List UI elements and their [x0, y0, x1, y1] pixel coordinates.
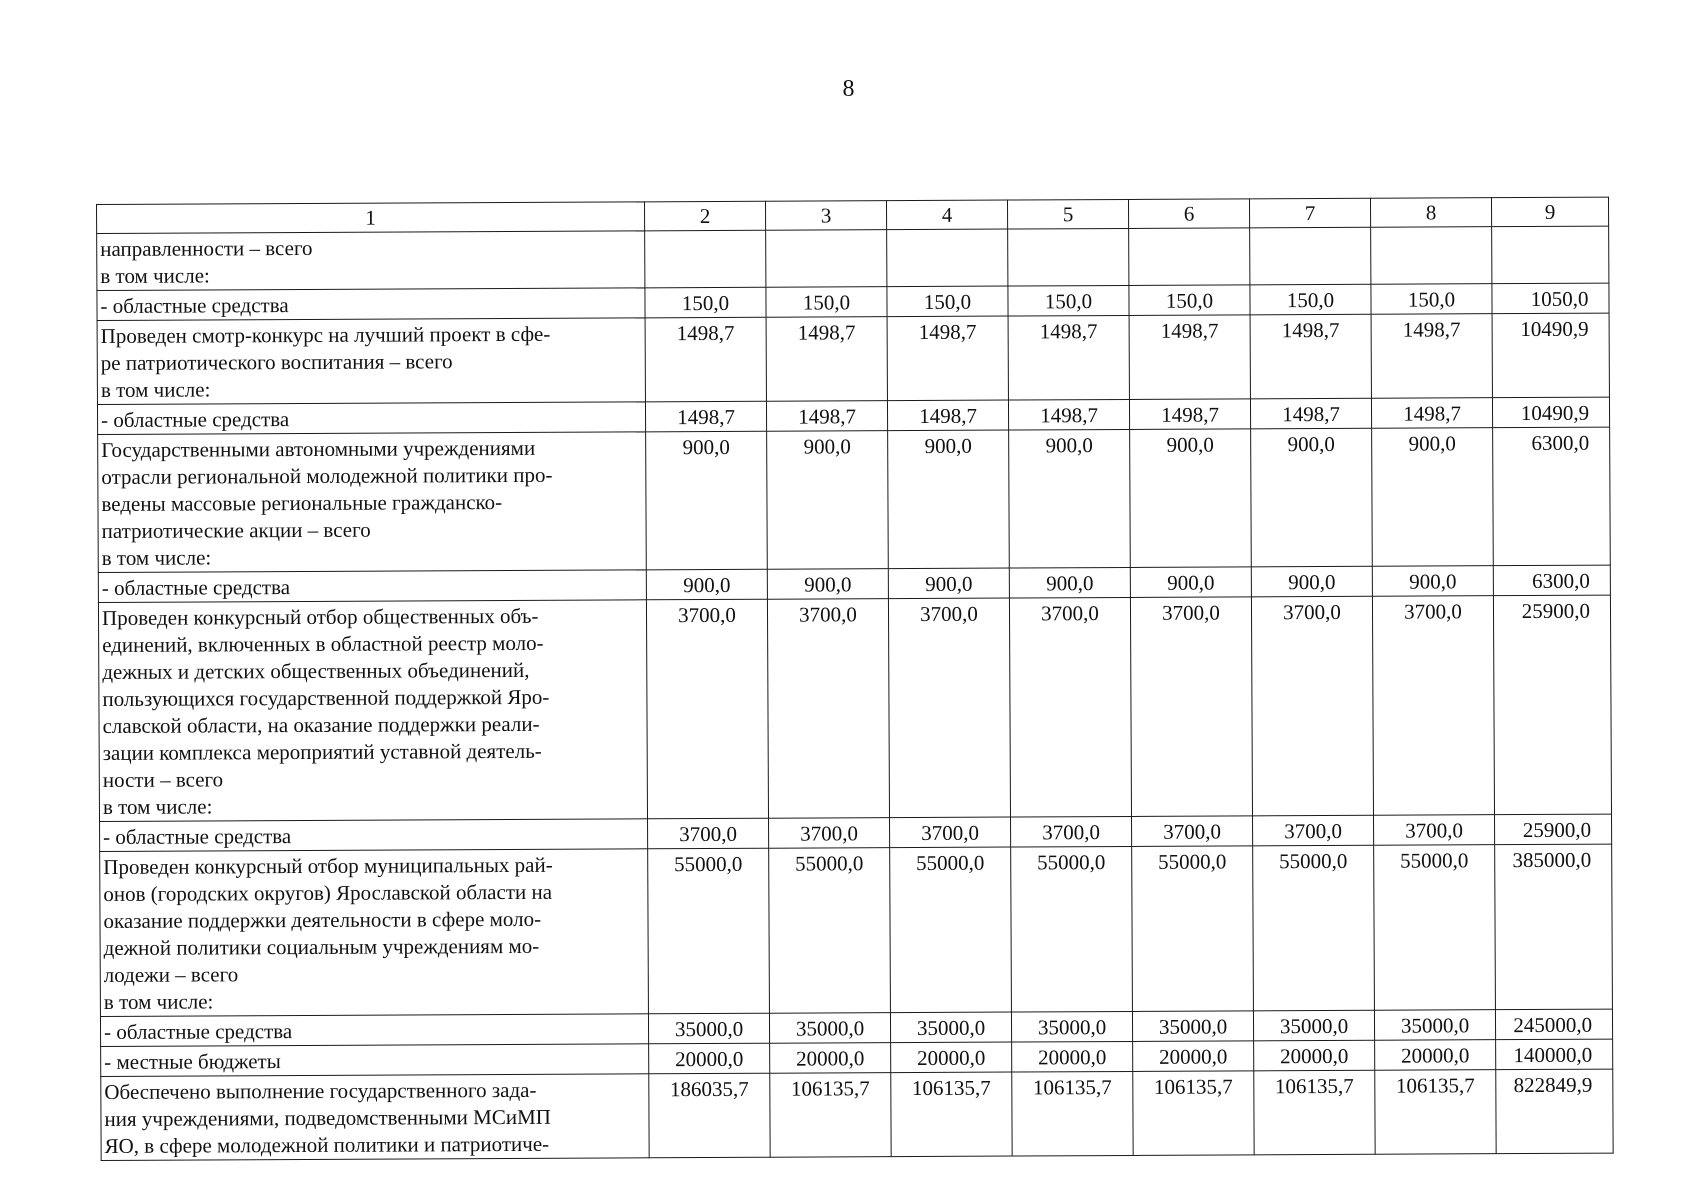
cell-col-2: 3700,0	[646, 599, 768, 819]
cell-col-3: 35000,0	[769, 1013, 890, 1044]
cell-col-9	[1492, 226, 1609, 284]
cell-col-9: 10490,9	[1492, 397, 1609, 428]
row-description: - местные бюджеты	[101, 1044, 649, 1077]
cell-col-5: 55000,0	[1011, 846, 1133, 1012]
cell-col-2: 3700,0	[648, 818, 769, 849]
cell-col-7: 1498,7	[1250, 314, 1371, 399]
budget-table	[96, 197, 1614, 1161]
cell-col-2: 150,0	[645, 287, 766, 318]
cell-col-4: 3700,0	[890, 817, 1011, 848]
table-row	[97, 226, 1609, 290]
cell-col-8	[1371, 227, 1492, 285]
cell-col-4: 55000,0	[890, 847, 1012, 1013]
cell-col-7: 55000,0	[1253, 845, 1375, 1011]
cell-col-2: 186035,7	[649, 1073, 770, 1158]
cell-col-3: 3700,0	[769, 818, 890, 849]
cell-col-2: 1498,7	[645, 401, 766, 432]
cell-col-2	[645, 230, 766, 288]
column-header-8: 8	[1370, 198, 1491, 228]
cell-col-7: 20000,0	[1254, 1040, 1375, 1071]
cell-col-3: 1498,7	[766, 317, 887, 402]
cell-col-7: 3700,0	[1253, 815, 1374, 846]
cell-col-5: 20000,0	[1012, 1041, 1133, 1072]
row-description: - областные средства	[97, 402, 645, 435]
cell-col-5: 35000,0	[1011, 1011, 1132, 1042]
cell-col-6: 1498,7	[1129, 315, 1250, 400]
cell-col-3: 20000,0	[770, 1043, 891, 1074]
cell-col-4: 3700,0	[888, 598, 1010, 818]
cell-col-5: 900,0	[1009, 567, 1130, 598]
page-number: 8	[842, 76, 855, 102]
cell-col-7: 900,0	[1251, 566, 1372, 597]
column-header-1: 1	[97, 202, 645, 234]
row-description: Проведен смотр-конкурс на лучший проект в сфе- ре патриотического воспитания – всего в том числе:	[97, 318, 645, 405]
table-body	[97, 226, 1614, 1160]
cell-col-3: 150,0	[766, 287, 887, 318]
cell-col-5: 3700,0	[1009, 597, 1131, 817]
cell-col-9: 25900,0	[1493, 595, 1611, 815]
cell-col-9: 25900,0	[1495, 814, 1612, 845]
cell-col-3: 3700,0	[767, 599, 889, 819]
cell-col-8: 900,0	[1372, 566, 1493, 597]
cell-col-6: 106135,7	[1133, 1071, 1254, 1156]
cell-col-5: 3700,0	[1011, 816, 1132, 847]
cell-col-6: 20000,0	[1133, 1041, 1254, 1072]
table-row	[97, 313, 1609, 404]
cell-col-2: 35000,0	[648, 1013, 769, 1044]
cell-col-9: 245000,0	[1495, 1009, 1612, 1040]
row-description: Государственными автономными учреждениями отрасли региональной молодежной политики про- ведены массовые региональные гражданско- патриотические акции – всего в том числе:	[98, 432, 647, 573]
cell-col-4: 1498,7	[887, 400, 1008, 431]
cell-col-6: 1498,7	[1129, 399, 1250, 430]
cell-col-8: 106135,7	[1375, 1070, 1496, 1155]
row-description: - областные средства	[97, 288, 645, 321]
cell-col-9: 10490,9	[1492, 313, 1609, 398]
cell-col-4: 35000,0	[890, 1012, 1011, 1043]
cell-col-9: 140000,0	[1496, 1039, 1613, 1070]
cell-col-2: 900,0	[646, 569, 767, 600]
cell-col-7: 900,0	[1251, 428, 1373, 567]
cell-col-9: 385000,0	[1495, 844, 1613, 1010]
cell-col-6: 3700,0	[1130, 597, 1252, 817]
cell-col-3: 900,0	[767, 569, 888, 600]
cell-col-6: 150,0	[1129, 285, 1250, 316]
cell-col-4	[887, 229, 1008, 287]
cell-col-7	[1250, 227, 1371, 285]
cell-col-8: 20000,0	[1375, 1040, 1496, 1071]
cell-col-2: 20000,0	[649, 1043, 770, 1074]
table-row	[100, 844, 1613, 1016]
cell-col-4: 150,0	[887, 286, 1008, 317]
cell-col-5: 1498,7	[1008, 315, 1129, 400]
row-description: - областные средства	[98, 570, 646, 603]
cell-col-3: 106135,7	[770, 1073, 891, 1158]
cell-col-2: 55000,0	[648, 848, 770, 1014]
row-description: Проведен конкурсный отбор общественных объ- единений, включенных в областной реестр моло- дежных и детских общественных объединений, пользующихся государственной поддержкой Яро- славской области, на оказание поддержки реали- зации комплекса мероприятий уставной деятель- ности – всего в том числе:	[98, 600, 647, 822]
cell-col-6: 900,0	[1130, 567, 1251, 598]
cell-col-2: 1498,7	[645, 317, 766, 402]
cell-col-7: 35000,0	[1253, 1010, 1374, 1041]
column-header-4: 4	[886, 200, 1007, 230]
cell-col-4: 20000,0	[891, 1042, 1012, 1073]
cell-col-3: 900,0	[767, 431, 889, 570]
cell-col-6	[1129, 228, 1250, 286]
cell-col-9: 6300,0	[1493, 565, 1610, 596]
cell-col-9: 822849,9	[1496, 1069, 1613, 1154]
table-row	[101, 1069, 1613, 1160]
cell-col-5: 106135,7	[1012, 1071, 1133, 1156]
cell-col-4: 1498,7	[887, 316, 1008, 401]
cell-col-8: 1498,7	[1371, 314, 1492, 399]
cell-col-5: 900,0	[1009, 429, 1131, 568]
cell-col-8: 1498,7	[1371, 398, 1492, 429]
row-description: Обеспечено выполнение государственного зада- ния учреждениями, подведомственными МСиМП ЯО, в сфере молодежной политики и патриотиче-	[101, 1074, 649, 1161]
row-description: Проведен конкурсный отбор муниципальных рай- онов (городских округов) Ярославской области на оказание поддержки деятельности в сфере моло- дежной политики социальным учреждениям мо- лодежи – всего в том числе:	[100, 849, 649, 1017]
cell-col-7: 106135,7	[1254, 1070, 1375, 1155]
cell-col-9: 1050,0	[1492, 283, 1609, 314]
cell-col-8: 3700,0	[1374, 815, 1495, 846]
cell-col-4: 106135,7	[891, 1072, 1012, 1157]
column-header-5: 5	[1007, 199, 1128, 229]
table-row	[98, 595, 1611, 821]
cell-col-8: 900,0	[1372, 428, 1494, 567]
column-header-2: 2	[644, 201, 765, 231]
cell-col-2: 900,0	[646, 431, 768, 570]
cell-col-7: 1498,7	[1250, 398, 1371, 429]
cell-col-8: 150,0	[1371, 284, 1492, 315]
cell-col-7: 150,0	[1250, 284, 1371, 315]
cell-col-8: 35000,0	[1374, 1010, 1495, 1041]
cell-col-9: 6300,0	[1493, 427, 1611, 566]
column-header-9: 9	[1491, 197, 1608, 227]
budget-table-container	[96, 197, 1614, 1161]
cell-col-4: 900,0	[888, 568, 1009, 599]
cell-col-5: 150,0	[1008, 285, 1129, 316]
cell-col-4: 900,0	[888, 430, 1010, 569]
cell-col-3: 55000,0	[769, 848, 891, 1014]
row-description: направленности – всего в том числе:	[97, 231, 645, 291]
column-header-6: 6	[1128, 199, 1249, 229]
cell-col-5: 1498,7	[1008, 399, 1129, 430]
cell-col-6: 900,0	[1130, 429, 1252, 568]
table-row	[98, 427, 1611, 572]
cell-col-6: 3700,0	[1132, 816, 1253, 847]
cell-col-3: 1498,7	[766, 401, 887, 432]
cell-col-6: 55000,0	[1132, 846, 1254, 1012]
cell-col-7: 3700,0	[1251, 596, 1373, 816]
cell-col-5	[1008, 228, 1129, 286]
cell-col-6: 35000,0	[1132, 1011, 1253, 1042]
row-description: - областные средства	[100, 819, 648, 852]
cell-col-8: 55000,0	[1374, 845, 1496, 1011]
column-header-3: 3	[765, 201, 886, 231]
row-description: - областные средства	[100, 1014, 648, 1047]
column-header-7: 7	[1249, 198, 1370, 228]
cell-col-8: 3700,0	[1372, 596, 1494, 816]
cell-col-3	[766, 230, 887, 288]
